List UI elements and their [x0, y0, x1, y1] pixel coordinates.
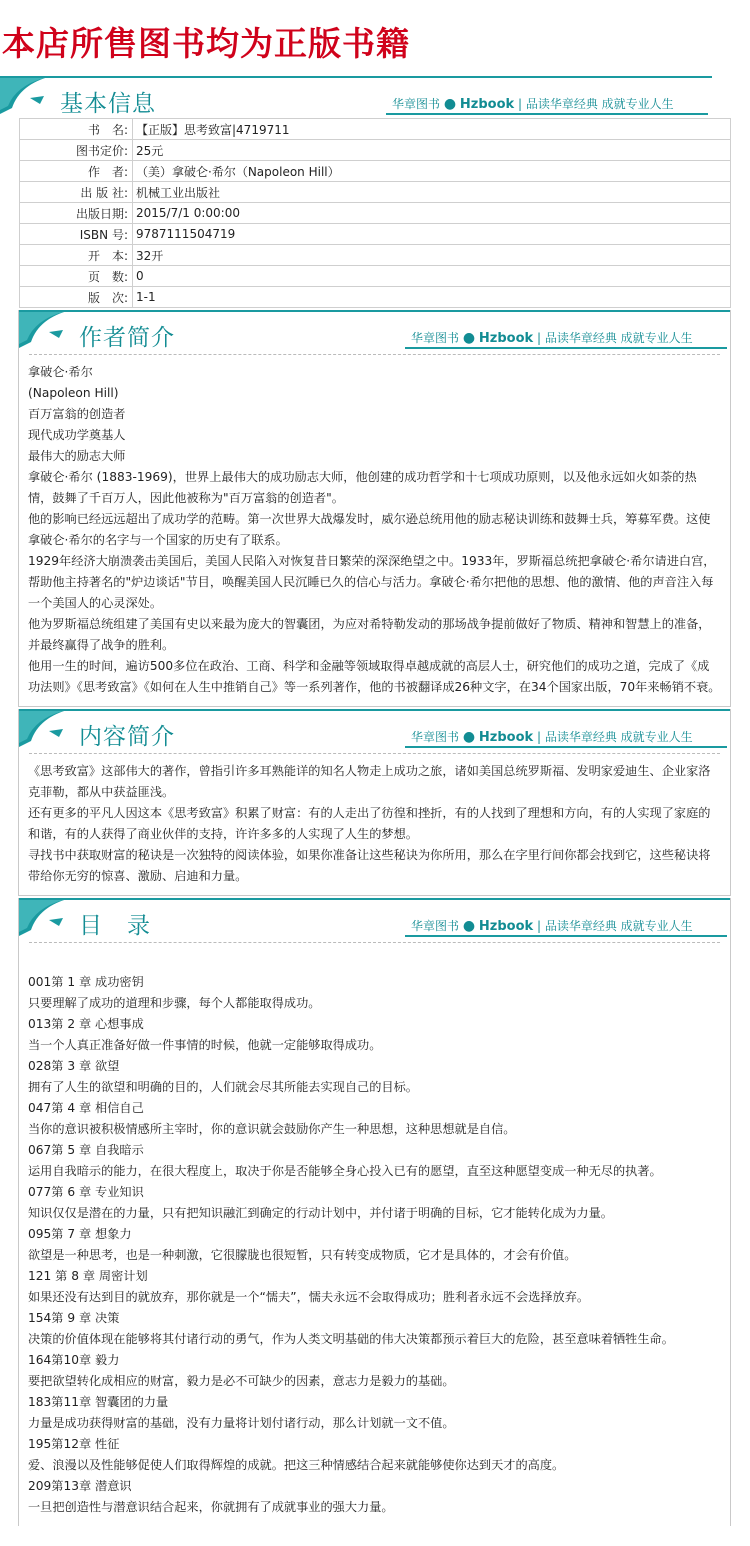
- brand-slogan: [392, 95, 674, 112]
- content-line: 《思考致富》这部伟大的著作，曾指引许多耳熟能详的知名人物走上成功之旅，诸如美国总统罗斯福、发明家爱迪生、企业家洛克菲勒，都从中获益匪浅。: [28, 764, 711, 799]
- brand-cn: 华章图书: [411, 331, 460, 345]
- header-topline: [19, 709, 730, 711]
- content-line: 寻找书中获取财富的秘诀是一次独特的阅读体验，如果你准备让这些秘诀为你所用，那么在字里行间你都会找到它，这些秘诀将带给你无穷的惊喜、激励、启迪和力量。: [28, 848, 711, 883]
- brand-dot: ●: [462, 330, 476, 346]
- toc-line: 183第11章 智囊团的力量: [28, 1395, 169, 1409]
- author-line: 他用一生的时间，遍访500多位在政治、工商、科学和金融等领域取得卓越成就的高层人士，研究他们的成功之道，完成了《成功法则》《思考致富》《如何在人生中推销自己》等一系列著作，他的书被翻译成26种文字，在34个国家出版，70年来畅销不衰。: [28, 659, 721, 694]
- section-basic-info: [0, 76, 750, 308]
- dashed-divider: [29, 753, 720, 754]
- toc-line: 209第13章 潜意识: [28, 1479, 132, 1493]
- brand-tagline: 品读华章经典 成就专业人生: [525, 97, 674, 111]
- toc-line: 知识仅仅是潜在的力量，只有把知识融汇到确定的行动计划中，并付诸于明确的目标，它才能转化成为力量。: [28, 1206, 613, 1220]
- toc-line: 当一个人真正准备好做一件事情的时候，他就一定能够取得成功。: [28, 1038, 382, 1052]
- toc-line: 运用自我暗示的能力，在很大程度上，取决于你是否能够全身心投入已有的愿望，直至这种愿望变成一种无尽的执著。: [28, 1164, 662, 1178]
- info-key: ISBN 号:: [20, 224, 133, 245]
- info-key: 出版日期:: [20, 203, 133, 224]
- info-value: 1-1: [133, 287, 731, 308]
- section-author: [18, 310, 731, 707]
- brand-tagline: 品读华章经典 成就专业人生: [544, 331, 693, 345]
- author-line: 1929年经济大崩溃袭击美国后，美国人民陷入对恢复昔日繁荣的深深绝望之中。1933年，罗斯福总统把拿破仑·希尔请进白宫，帮助他主持著名的"炉边谈话"节目，唤醒美国人民沉睡已久的信心与活力。拿破仑·希尔把他的思想、他的激情、他的声音注入每一个美国人的心灵深处。: [28, 554, 716, 610]
- brand-slogan: [411, 917, 693, 934]
- section-header-toc: [19, 898, 730, 940]
- header-topline: [19, 898, 730, 900]
- content-text: [19, 751, 730, 895]
- toc-text: [19, 940, 730, 1526]
- info-key: 图书定价:: [20, 140, 133, 161]
- brand-dot: ●: [443, 96, 457, 112]
- brand-sep: |: [536, 919, 542, 933]
- section-title: 基本信息: [60, 91, 156, 117]
- info-value: 9787111504719: [133, 224, 731, 245]
- brand-tagline: 品读华章经典 成就专业人生: [544, 730, 693, 744]
- dashed-divider: [29, 354, 720, 355]
- brand-underline: [405, 746, 727, 748]
- brand-en: Hzbook: [478, 730, 534, 745]
- toc-line: 拥有了人生的欲望和明确的目的，人们就会尽其所能去实现自己的目标。: [28, 1080, 418, 1094]
- brand-cn: 华章图书: [411, 730, 460, 744]
- toc-line: 077第 6 章 专业知识: [28, 1185, 144, 1199]
- brand-underline: [405, 347, 727, 349]
- brand-en: Hzbook: [478, 331, 534, 346]
- section-title: 目 录: [79, 913, 151, 939]
- wedge-icon: [19, 310, 79, 352]
- content-line: 还有更多的平凡人因这本《思考致富》积累了财富：有的人走出了彷徨和挫折，有的人找到了理想和方向，有的人实现了家庭的和谐，有的人获得了商业伙伴的支持，许许多多的人实现了人生的梦想。: [28, 806, 711, 841]
- section-toc: [18, 898, 731, 1526]
- info-value: 32开: [133, 245, 731, 266]
- info-value: 【正版】思考致富|4719711: [133, 119, 731, 140]
- toc-line: 067第 5 章 自我暗示: [28, 1143, 144, 1157]
- toc-line: 121 第 8 章 周密计划: [28, 1269, 148, 1283]
- banner-title: 本店所售图书均为正版书籍: [2, 24, 410, 63]
- wedge-icon: [19, 898, 79, 940]
- section-content: [18, 709, 731, 896]
- info-row: [20, 203, 731, 224]
- brand-sep: |: [536, 331, 542, 345]
- brand-slogan: [411, 329, 693, 346]
- info-row: [20, 287, 731, 308]
- wedge-icon: [0, 76, 60, 118]
- section-header-basic: [0, 76, 750, 118]
- author-line: (Napoleon Hill): [28, 386, 119, 400]
- toc-line: 欲望是一种思考，也是一种刺激，它很朦胧也很短暂，只有转变成物质，它才是具体的，才会有价值。: [28, 1248, 577, 1262]
- info-value: 机械工业出版社: [133, 182, 731, 203]
- author-line: 最伟大的励志大师: [28, 449, 126, 463]
- header-topline: [0, 76, 712, 78]
- toc-line: 力量是成功获得财富的基础，没有力量将计划付诸行动，那么计划就一文不值。: [28, 1416, 455, 1430]
- info-row: [20, 245, 731, 266]
- info-value: （美）拿破仑·希尔（Napoleon Hill）: [133, 161, 731, 182]
- brand-sep: |: [536, 730, 542, 744]
- brand-cn: 华章图书: [411, 919, 460, 933]
- info-key: 出 版 社:: [20, 182, 133, 203]
- info-value: 25元: [133, 140, 731, 161]
- toc-line: 195第12章 性征: [28, 1437, 120, 1451]
- info-key: 开 本:: [20, 245, 133, 266]
- section-title: 作者简介: [79, 325, 175, 351]
- toc-line: 164第10章 毅力: [28, 1353, 120, 1367]
- author-line: 他的影响已经远远超出了成功学的范畴。第一次世界大战爆发时，威尔逊总统用他的励志秘诀训练和鼓舞士兵，筹募军费。这使拿破仑·希尔的名字与一个国家的历史有了联系。: [28, 512, 711, 547]
- info-row: [20, 161, 731, 182]
- brand-underline: [405, 935, 727, 937]
- basic-info-table: [19, 118, 731, 308]
- toc-line: 047第 4 章 相信自己: [28, 1101, 144, 1115]
- info-key: 作 者:: [20, 161, 133, 182]
- brand-dot: ●: [462, 729, 476, 745]
- wedge-icon: [19, 709, 79, 751]
- toc-line: 当你的意识被积极情感所主宰时，你的意识就会鼓励你产生一种思想，这种思想就是自信。: [28, 1122, 516, 1136]
- toc-line: 028第 3 章 欲望: [28, 1059, 120, 1073]
- toc-line: 一旦把创造性与潜意识结合起来，你就拥有了成就事业的强大力量。: [28, 1500, 394, 1514]
- brand-cn: 华章图书: [392, 97, 441, 111]
- section-header-content: [19, 709, 730, 751]
- author-line: 拿破仑·希尔: [28, 365, 93, 379]
- brand-tagline: 品读华章经典 成就专业人生: [544, 919, 693, 933]
- brand-en: Hzbook: [459, 97, 515, 112]
- info-row: [20, 266, 731, 287]
- author-line: 拿破仑·希尔 (1883-1969)，世界上最伟大的成功励志大师，他创建的成功哲学和十七项成功原则，以及他永远如火如荼的热情，鼓舞了千百万人，因此他被称为"百万富翁的创造者"。: [28, 470, 697, 505]
- brand-slogan: [411, 728, 693, 745]
- brand-en: Hzbook: [478, 919, 534, 934]
- banner: [0, 0, 750, 76]
- author-line: 现代成功学奠基人: [28, 428, 126, 442]
- info-row: [20, 140, 731, 161]
- author-line: 他为罗斯福总统组建了美国有史以来最为庞大的智囊团，为应对希特勒发动的那场战争提前做好了物质、精神和智慧上的准备，并最终赢得了战争的胜利。: [28, 617, 711, 652]
- dashed-divider: [29, 942, 720, 943]
- brand-underline: [386, 113, 708, 115]
- info-key: 版 次:: [20, 287, 133, 308]
- toc-line: 如果还没有达到目的就放弃，那你就是一个“懦夫”，懦夫永远不会取得成功；胜利者永远不会选择放弃。: [28, 1290, 590, 1304]
- toc-line: 001第 1 章 成功密钥: [28, 975, 144, 989]
- toc-line: 爱、浪漫以及性能够促使人们取得辉煌的成就。把这三种情感结合起来就能够使你达到天才的高度。: [28, 1458, 565, 1472]
- info-key: 页 数:: [20, 266, 133, 287]
- toc-line: 095第 7 章 想象力: [28, 1227, 132, 1241]
- section-header-author: [19, 310, 730, 352]
- info-row: [20, 119, 731, 140]
- author-text: [19, 352, 730, 706]
- info-value: 2015/7/1 0:00:00: [133, 203, 731, 224]
- info-value: 0: [133, 266, 731, 287]
- header-topline: [19, 310, 730, 312]
- info-row: [20, 182, 731, 203]
- section-title: 内容简介: [79, 724, 175, 750]
- info-row: [20, 224, 731, 245]
- toc-line: 要把欲望转化成相应的财富，毅力是必不可缺少的因素，意志力是毅力的基础。: [28, 1374, 455, 1388]
- toc-line: 决策的价值体现在能够将其付诸行动的勇气，作为人类文明基础的伟大决策都预示着巨大的危险，甚至意味着牺牲生命。: [28, 1332, 674, 1346]
- info-key: 书 名:: [20, 119, 133, 140]
- toc-line: 154第 9 章 决策: [28, 1311, 120, 1325]
- brand-sep: |: [517, 97, 523, 111]
- brand-dot: ●: [462, 918, 476, 934]
- toc-line: 013第 2 章 心想事成: [28, 1017, 144, 1031]
- author-line: 百万富翁的创造者: [28, 407, 126, 421]
- toc-line: 只要理解了成功的道理和步骤，每个人都能取得成功。: [28, 996, 321, 1010]
